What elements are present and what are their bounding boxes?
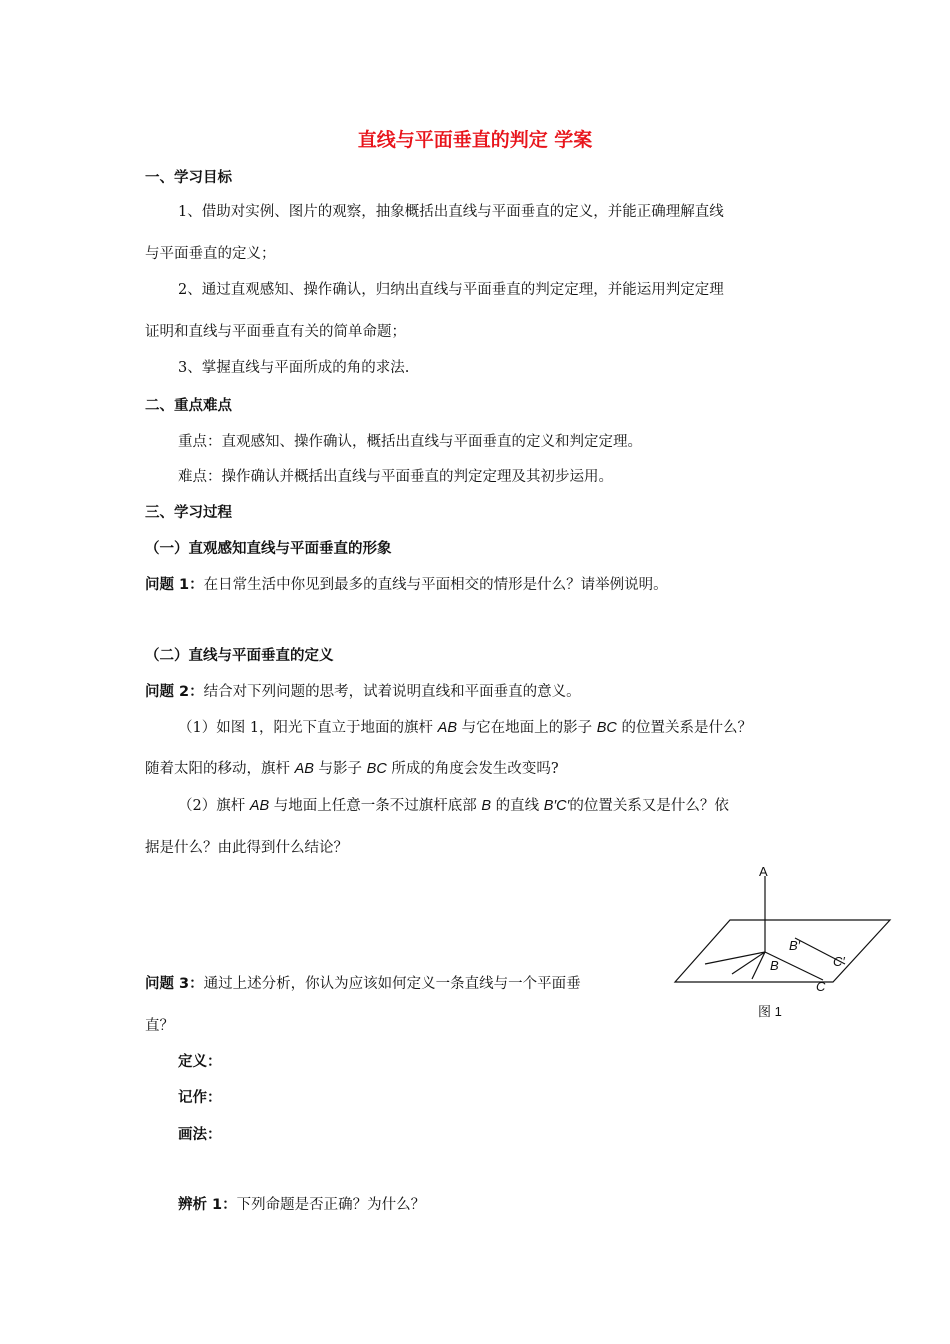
question-3-line-2: 直？ bbox=[145, 1018, 174, 1034]
q2-1-ab-2: AB bbox=[294, 761, 314, 777]
q2-1-text-e: 与影子 bbox=[313, 761, 367, 777]
q2-1-ab: AB bbox=[437, 720, 458, 736]
definition-label: 定义： bbox=[178, 1054, 222, 1070]
part-1-heading: （一）直观感知直线与平面垂直的形象 bbox=[145, 541, 392, 557]
q2-2-text-a: （2）旗杆 bbox=[178, 798, 250, 814]
q2-2-text-d: 的位置关系又是什么？依 bbox=[569, 798, 729, 814]
label-c-prime: C′ bbox=[833, 954, 845, 969]
question-3-label: 问题 3： bbox=[145, 976, 204, 992]
question-2-1-line-1 bbox=[178, 716, 752, 737]
section-heading-process: 三、学习过程 bbox=[145, 505, 232, 521]
ground-plane bbox=[675, 920, 890, 982]
q2-1-text-f: 所成的角度会发生改变吗? bbox=[386, 761, 559, 777]
label-a: A bbox=[759, 864, 768, 879]
analysis-1 bbox=[178, 1193, 425, 1214]
question-1-label: 问题 1： bbox=[145, 577, 204, 593]
analysis-1-text: 下列命题是否正确？为什么？ bbox=[236, 1197, 426, 1213]
part-2-heading: （二）直线与平面垂直的定义 bbox=[145, 648, 334, 664]
q2-1-text-c: 的位置关系是什么？ bbox=[616, 720, 752, 736]
q2-2-ab: AB bbox=[249, 798, 270, 814]
question-3-text: 通过上述分析，你认为应该如何定义一条直线与一个平面垂 bbox=[203, 976, 581, 992]
label-b: B bbox=[770, 958, 779, 973]
question-2-text: 结合对下列问题的思考，试着说明直线和平面垂直的意义。 bbox=[203, 684, 581, 700]
drawing-label: 画法： bbox=[178, 1127, 222, 1143]
key-point: 重点：直观感知、操作确认，概括出直线与平面垂直的定义和判定定理。 bbox=[178, 434, 642, 450]
section-heading-objectives: 一、学习目标 bbox=[145, 170, 232, 186]
label-c: C bbox=[816, 979, 826, 994]
question-2-2-line-2: 据是什么？由此得到什么结论？ bbox=[145, 840, 348, 856]
q2-1-bc-2: BC bbox=[366, 761, 387, 777]
objective-2-line-2: 证明和直线与平面垂直有关的简单命题； bbox=[145, 324, 406, 340]
notation-label: 记作： bbox=[178, 1090, 222, 1106]
q2-2-text-c: 的直线 bbox=[491, 798, 544, 814]
question-3-line-1 bbox=[145, 972, 581, 993]
difficulty-point: 难点：操作确认并概括出直线与平面垂直的判定定理及其初步运用。 bbox=[178, 469, 613, 485]
question-1 bbox=[145, 573, 668, 594]
q2-1-text-b: 与它在地面上的影子 bbox=[457, 720, 597, 736]
objective-1-line-1: 1、借助对实例、图片的观察，抽象概括出直线与平面垂直的定义，并能正确理解直线 bbox=[178, 204, 724, 220]
label-b-prime: B′ bbox=[789, 938, 801, 953]
question-1-text: 在日常生活中你见到最多的直线与平面相交的情形是什么？请举例说明。 bbox=[203, 577, 668, 593]
question-2-label: 问题 2： bbox=[145, 684, 204, 700]
objective-1-line-2: 与平面垂直的定义； bbox=[145, 246, 276, 262]
objective-3: 3、掌握直线与平面所成的角的求法. bbox=[178, 360, 410, 376]
objective-2-line-1: 2、通过直观感知、操作确认，归纳出直线与平面垂直的判定定理，并能运用判定定理 bbox=[178, 282, 724, 298]
figure-caption: 图 1 bbox=[758, 1004, 782, 1019]
question-2 bbox=[145, 680, 581, 701]
q2-1-bc: BC bbox=[596, 720, 617, 736]
question-2-1-line-2 bbox=[145, 757, 559, 778]
page-title: 直线与平面垂直的判定 学案 bbox=[357, 129, 593, 151]
q2-2-bpcp: B′C′ bbox=[543, 798, 570, 814]
q2-1-text-a: （1）如图 1，阳光下直立于地面的旗杆 bbox=[178, 720, 438, 736]
section-heading-key-points: 二、重点难点 bbox=[145, 398, 232, 414]
q2-2-b: B bbox=[481, 798, 492, 814]
question-2-2-line-1 bbox=[178, 794, 729, 815]
q2-2-text-b: 与地面上任意一条不过旗杆底部 bbox=[269, 798, 482, 814]
q2-1-text-d: 随着太阳的移动，旗杆 bbox=[145, 761, 295, 777]
figure-1-flagpole-diagram bbox=[660, 858, 900, 1028]
analysis-1-label: 辨析 1： bbox=[178, 1197, 237, 1213]
